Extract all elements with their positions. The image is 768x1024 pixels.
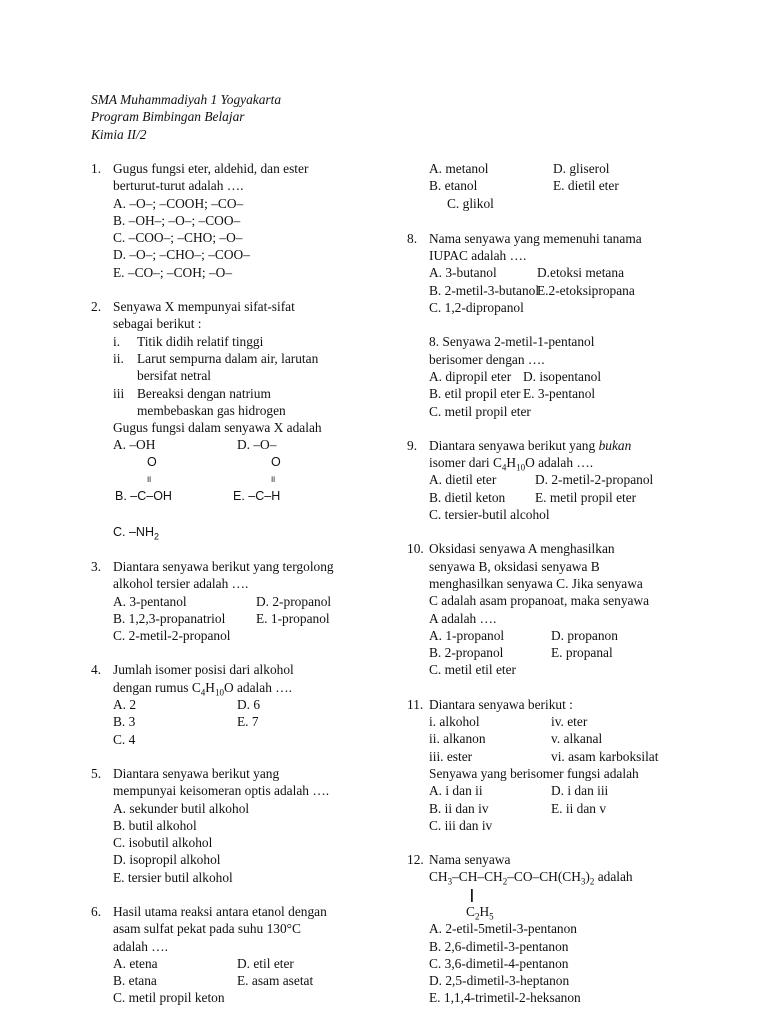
options-row-ad bbox=[113, 955, 391, 972]
double-bond: ॥ bbox=[270, 474, 276, 485]
question-number: 11. bbox=[407, 696, 424, 712]
options-row-be bbox=[429, 800, 757, 817]
question-text: alkohol tersier adalah …. bbox=[113, 576, 249, 592]
option-e: E. asam asetat bbox=[237, 973, 314, 989]
option-a: A. 3-butanol bbox=[429, 265, 497, 281]
option-a: A. metanol bbox=[429, 161, 489, 176]
option-b: B. butil alkohol bbox=[113, 817, 197, 833]
option-a: A. dipropil eter bbox=[429, 368, 512, 384]
double-bond: ॥ bbox=[146, 474, 152, 485]
option-c: C. tersier-butil alcohol bbox=[429, 507, 550, 523]
question-text: senyawa B, oksidasi senyawa B bbox=[429, 558, 600, 574]
question-number: 1. bbox=[91, 161, 102, 176]
question-1 bbox=[91, 160, 391, 281]
oxygen-atom: O bbox=[147, 454, 157, 469]
question-text: Diantara senyawa berikut : bbox=[429, 696, 573, 712]
property-3-cont bbox=[113, 402, 391, 419]
option-b: B. 2-metil-3-butanol bbox=[429, 282, 540, 298]
option-a: A. dietil eter bbox=[429, 472, 497, 488]
options-row-ad bbox=[429, 264, 757, 281]
compound-vi: vi. asam karboksilat bbox=[551, 748, 659, 764]
option-c bbox=[113, 524, 159, 541]
question-number: 4. bbox=[91, 662, 102, 678]
option-a: A. 3-pentanol bbox=[113, 593, 187, 609]
options-row-be bbox=[429, 385, 757, 402]
question-text: sebagai berikut : bbox=[113, 316, 202, 332]
option-e: E. tersier butil alkohol bbox=[113, 869, 233, 885]
compound-row-2 bbox=[429, 730, 757, 747]
option-a: A. 2-etil-5metil-3-pentanon bbox=[429, 921, 577, 937]
option-e: E. 1,1,4-trimetil-2-heksanon bbox=[429, 990, 581, 1006]
question-10 bbox=[407, 540, 757, 678]
property-2-cont bbox=[113, 367, 391, 384]
subscript: 2 bbox=[153, 531, 159, 542]
option-d: D. –O–; –CHO–; –COO– bbox=[113, 247, 250, 263]
text-part: H bbox=[479, 903, 490, 919]
option-b: B. 2-propanol bbox=[429, 645, 504, 661]
subscript: 2 bbox=[474, 911, 480, 922]
option-b: B. 1,2,3-propanatriol bbox=[113, 610, 226, 626]
option-b: B. etanol bbox=[429, 178, 478, 194]
option-e: E.2-etoksipropana bbox=[537, 282, 635, 298]
compound-row-3 bbox=[429, 748, 757, 765]
option-d: D. propanon bbox=[551, 627, 618, 643]
question-text: Hasil utama reaksi antara etanol dengan bbox=[113, 903, 327, 919]
text-part: H bbox=[506, 455, 517, 471]
compound-iii: iii. ester bbox=[429, 748, 473, 764]
question-text: menghasilkan senyawa C. Jika senyawa bbox=[429, 575, 643, 591]
question-text bbox=[429, 437, 757, 454]
text-part: O adalah …. bbox=[223, 679, 292, 695]
options-row-c bbox=[429, 195, 757, 212]
question-text: C adalah asam propanoat, maka senyawa bbox=[429, 593, 650, 609]
question-4 bbox=[91, 661, 391, 747]
question-ask: Gugus fungsi dalam senyawa X adalah bbox=[113, 420, 322, 436]
options-row-ad bbox=[429, 160, 757, 177]
question-number: 8. bbox=[407, 230, 418, 246]
property-number: ii. bbox=[113, 350, 124, 366]
options-row-be bbox=[429, 177, 757, 194]
property-text: membebaskan gas hidrogen bbox=[137, 402, 286, 418]
question-7-options bbox=[407, 160, 757, 212]
question-text: asam sulfat pekat pada suhu 130°C bbox=[113, 921, 301, 937]
question-number: 10. bbox=[407, 541, 424, 557]
question-11 bbox=[407, 696, 757, 834]
option-c: C. 1,2-dipropanol bbox=[429, 300, 524, 316]
text-part: O adalah …. bbox=[525, 455, 594, 471]
question-6 bbox=[91, 903, 391, 1007]
chemical-formula bbox=[429, 868, 757, 888]
option-d: D. 2,5-dimetil-3-heptanon bbox=[429, 973, 570, 989]
option-e: E. 3-pentanol bbox=[523, 386, 596, 402]
oxygen-atom: O bbox=[271, 454, 281, 469]
question-number: 5. bbox=[91, 765, 102, 781]
property-2 bbox=[113, 350, 391, 367]
option-a: A. i dan ii bbox=[429, 783, 483, 799]
text-part: C bbox=[466, 903, 475, 919]
options-row-ad bbox=[113, 593, 391, 610]
option-b: B. 2,6-dimetil-3-pentanon bbox=[429, 938, 569, 954]
option-c: C. metil etil eter bbox=[429, 662, 517, 678]
options-row-be bbox=[429, 489, 757, 506]
compound-i: i. alkohol bbox=[429, 714, 480, 730]
property-text: bersifat netral bbox=[137, 368, 211, 384]
document-header bbox=[91, 91, 281, 143]
option-a: A. sekunder butil alkohol bbox=[113, 800, 250, 816]
option-c: C. –COO–; –CHO; –O– bbox=[113, 230, 243, 246]
branch-group-row bbox=[429, 903, 757, 920]
question-text: Nama senyawa yang memenuhi tanama bbox=[429, 230, 642, 246]
option-e: E. ii dan v bbox=[551, 800, 607, 816]
option-b: B. dietil keton bbox=[429, 489, 506, 505]
question-text: Oksidasi senyawa A menghasilkan bbox=[429, 541, 615, 557]
subscript: 10 bbox=[516, 462, 526, 473]
subscript: 2 bbox=[589, 877, 595, 888]
option-d: D. gliserol bbox=[553, 161, 610, 176]
text-part: CH bbox=[429, 869, 448, 885]
text-part: dengan rumus C bbox=[113, 679, 201, 695]
question-3 bbox=[91, 558, 391, 644]
option-c: C. metil propil eter bbox=[429, 403, 531, 419]
carbonyl-o-row bbox=[113, 454, 391, 471]
option-b: B. ii dan iv bbox=[429, 800, 489, 816]
property-number: i. bbox=[113, 333, 121, 349]
property-text: Titik didih relatif tinggi bbox=[137, 333, 264, 349]
question-text bbox=[429, 454, 757, 471]
options-row-ad bbox=[113, 436, 391, 453]
option-d: D. 2-propanol bbox=[256, 593, 332, 609]
ethyl-group bbox=[466, 903, 494, 920]
option-d: D. isopropil alkohol bbox=[113, 852, 221, 868]
options-row-ad bbox=[429, 471, 757, 488]
subscript: 2 bbox=[502, 877, 508, 888]
option-b: B. etana bbox=[113, 973, 157, 989]
question-text: Diantara senyawa berikut yang bbox=[113, 765, 280, 781]
subscript: 5 bbox=[489, 911, 494, 922]
question-9 bbox=[407, 437, 757, 523]
question-8b bbox=[407, 333, 757, 419]
options-row-ad bbox=[113, 696, 391, 713]
question-8 bbox=[407, 230, 757, 316]
option-e: E. 1-propanol bbox=[256, 610, 330, 626]
property-text: Larut sempurna dalam air, larutan bbox=[137, 350, 319, 366]
branch-bond: | bbox=[470, 886, 474, 902]
options-row-be bbox=[113, 610, 391, 627]
option-e: E. dietil eter bbox=[553, 178, 619, 194]
question-number: 12. bbox=[407, 852, 424, 868]
school-name: SMA Muhammadiyah 1 Yogyakarta bbox=[91, 92, 282, 107]
right-column bbox=[407, 160, 757, 1007]
question-12 bbox=[407, 851, 757, 1007]
question-text: Diantara senyawa berikut yang tergolong bbox=[113, 558, 334, 574]
question-text: 8. Senyawa 2-metil-1-pentanol bbox=[429, 334, 595, 350]
question-text: berisomer dengan …. bbox=[429, 351, 545, 367]
compound-iv: iv. eter bbox=[551, 714, 588, 730]
subscript: 3 bbox=[580, 877, 586, 888]
question-text: adalah …. bbox=[113, 938, 169, 954]
option-b: B. 3 bbox=[113, 714, 136, 730]
option-d: D. etil eter bbox=[237, 955, 294, 971]
text-part: adalah bbox=[594, 869, 633, 885]
option-a: A. –O–; –COOH; –CO– bbox=[113, 195, 244, 211]
option-c: C. 4 bbox=[113, 731, 136, 747]
property-number: iii bbox=[113, 385, 125, 401]
options-row-be bbox=[113, 713, 391, 730]
option-d: D. isopentanol bbox=[523, 368, 602, 384]
branch-bond-row bbox=[429, 886, 757, 903]
question-text: Gugus fungsi eter, aldehid, dan ester berturut-turut adalah …. bbox=[113, 161, 309, 194]
option-d: D.etoksi metana bbox=[537, 265, 625, 281]
options-row-be bbox=[113, 972, 391, 989]
text-part: Diantara senyawa berikut yang bbox=[429, 437, 599, 453]
options-row-be bbox=[113, 488, 391, 505]
program-name: Program Bimbingan Belajar bbox=[91, 109, 245, 125]
text-part: ) bbox=[585, 869, 590, 885]
text-part: –CH–CH bbox=[452, 869, 503, 885]
option-e: E. –C–H bbox=[233, 489, 281, 504]
double-bond-row bbox=[113, 471, 391, 488]
question-text: Jumlah isomer posisi dari alkohol bbox=[113, 662, 294, 678]
emphasis-text: bukan bbox=[598, 437, 632, 453]
options-row-ad bbox=[429, 368, 757, 385]
property-text: Bereaksi dengan natrium bbox=[137, 385, 271, 401]
options-row-ad bbox=[429, 782, 757, 799]
property-1 bbox=[113, 333, 391, 350]
subject-name: Kimia II/2 bbox=[91, 126, 147, 142]
option-c: C. isobutil alkohol bbox=[113, 835, 213, 851]
option-d: D. i dan iii bbox=[551, 783, 609, 799]
option-c-text: C. –NH bbox=[113, 524, 154, 539]
compound-ii: ii. alkanon bbox=[429, 731, 486, 747]
left-column bbox=[91, 160, 391, 1007]
option-d: D. –O– bbox=[237, 437, 277, 453]
question-number: 6. bbox=[91, 903, 102, 919]
question-text: Nama senyawa bbox=[429, 852, 511, 868]
subscript: 10 bbox=[214, 687, 224, 698]
question-text: Senyawa X mempunyai sifat-sifat bbox=[113, 299, 295, 315]
option-b: B. –C–OH bbox=[115, 489, 172, 504]
option-c: C. 2-metil-2-propanol bbox=[113, 628, 231, 644]
text-part: isomer dari C bbox=[429, 455, 502, 471]
option-d: D. 2-metil-2-propanol bbox=[535, 472, 654, 488]
subscript: 3 bbox=[447, 877, 453, 888]
property-3 bbox=[113, 385, 391, 402]
options-row-ad bbox=[429, 627, 757, 644]
subscript: 4 bbox=[501, 462, 507, 473]
options-row-be bbox=[429, 282, 757, 299]
option-d: D. 6 bbox=[237, 697, 261, 713]
text-part: –CO–CH(CH bbox=[507, 869, 581, 885]
option-e: E. –CO–; –COH; –O– bbox=[113, 264, 233, 280]
option-a: A. etena bbox=[113, 955, 158, 971]
subscript: 4 bbox=[200, 687, 206, 698]
options-row-c bbox=[113, 524, 391, 541]
option-b: B. –OH–; –O–; –COO– bbox=[113, 212, 241, 228]
question-2 bbox=[91, 298, 391, 541]
question-ask: Senyawa yang berisomer fungsi adalah bbox=[429, 765, 639, 781]
option-a: A. 2 bbox=[113, 697, 137, 713]
option-a: A. 1-propanol bbox=[429, 627, 505, 643]
option-c: C. glikol bbox=[447, 195, 494, 211]
option-a: A. –OH bbox=[113, 437, 156, 453]
option-b: B. etil propil eter bbox=[429, 386, 521, 402]
question-number: 2. bbox=[91, 299, 102, 315]
option-e: E. propanal bbox=[551, 645, 613, 661]
question-text bbox=[113, 679, 391, 696]
option-e: E. metil propil eter bbox=[535, 489, 637, 505]
option-c: C. 3,6-dimetil-4-pentanon bbox=[429, 955, 569, 971]
compound-v: v. alkanal bbox=[551, 731, 603, 747]
question-number: 9. bbox=[407, 437, 418, 453]
compound-row-1 bbox=[429, 713, 757, 730]
option-c: C. metil propil keton bbox=[113, 990, 225, 1006]
option-c: C. iii dan iv bbox=[429, 817, 493, 833]
question-number: 3. bbox=[91, 558, 102, 574]
option-e: E. 7 bbox=[237, 714, 259, 730]
text-part: H bbox=[205, 679, 215, 695]
question-text: IUPAC adalah …. bbox=[429, 248, 527, 264]
question-5 bbox=[91, 765, 391, 886]
question-text: A adalah …. bbox=[429, 610, 497, 626]
question-text: mempunyai keisomeran optis adalah …. bbox=[113, 783, 330, 799]
options-row-be bbox=[429, 644, 757, 661]
